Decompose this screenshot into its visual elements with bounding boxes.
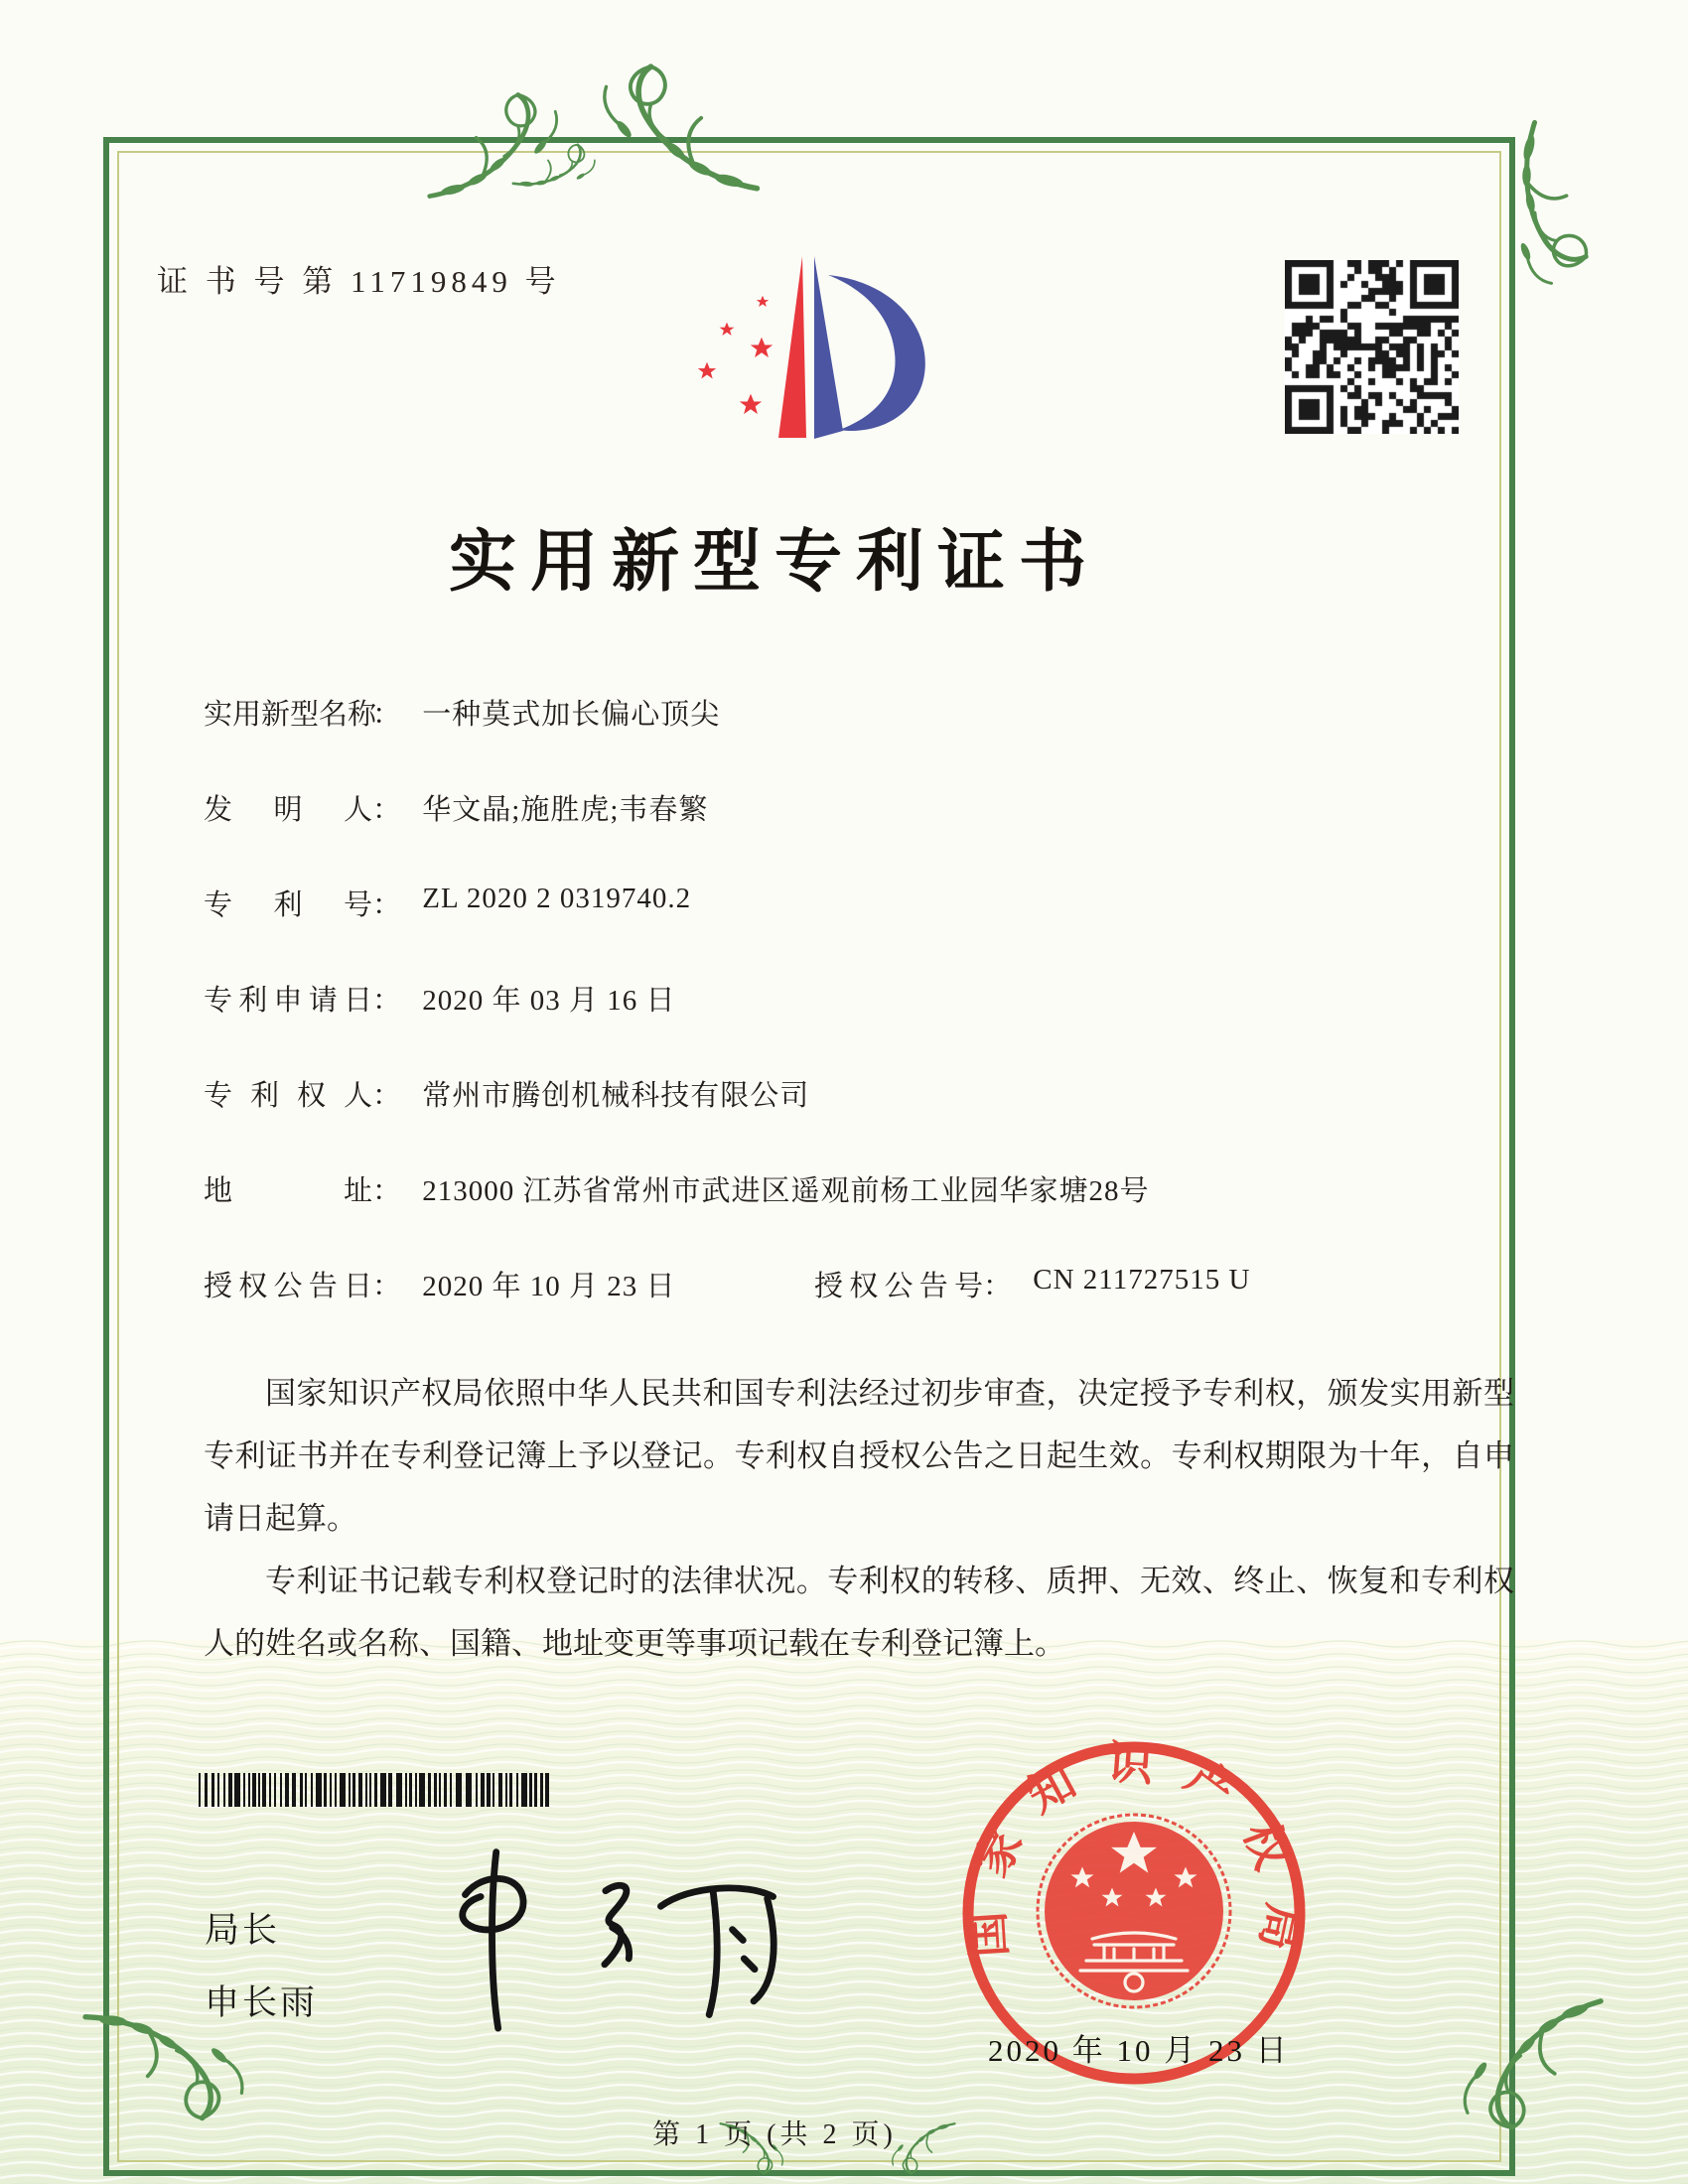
barcode-bar [280, 1773, 282, 1807]
field-value: 213000 江苏省常州市武进区遥观前杨工业园华家塘28号 [422, 1175, 1150, 1207]
barcode-bar [349, 1773, 351, 1807]
barcode-bar [316, 1773, 322, 1807]
barcode-bar [415, 1773, 417, 1807]
top-center-flourish-icon [584, 58, 763, 199]
field-label: 地址 [204, 1175, 372, 1207]
barcode-bar [409, 1773, 412, 1807]
barcode-bar [352, 1773, 355, 1807]
colon: ： [372, 699, 402, 731]
barcode-bar [205, 1773, 208, 1807]
certificate-fields [204, 692, 1251, 1359]
barcode-bar [211, 1773, 214, 1807]
barcode-bar [545, 1773, 549, 1807]
barcode-bar [516, 1773, 518, 1807]
barcode-bar [311, 1773, 313, 1807]
barcode-bar [374, 1773, 377, 1807]
barcode-bar [456, 1773, 462, 1807]
barcode-bar [340, 1773, 346, 1807]
field-label: 发明人 [204, 794, 372, 826]
barcode-bar [534, 1773, 537, 1807]
barcode-bar [258, 1773, 260, 1807]
barcode-bar [498, 1773, 502, 1807]
barcode-bar [419, 1773, 425, 1807]
barcode-bar [228, 1773, 232, 1807]
field-label: 专利号 [204, 889, 372, 921]
field-value: 华文晶;施胜虎;韦春繁 [422, 794, 709, 826]
barcode-bar [505, 1773, 507, 1807]
field-label: 授权公告日 [204, 1271, 372, 1302]
field-inventors [204, 787, 1150, 827]
barcode-bar [388, 1773, 392, 1807]
grant-date-value: 2020 年 10 月 23 日 [422, 1271, 676, 1302]
barcode-bar [476, 1773, 478, 1807]
barcode-bar [243, 1773, 245, 1807]
barcode-bar [466, 1773, 472, 1807]
barcode-bar [217, 1773, 219, 1807]
barcode-bar [428, 1773, 431, 1807]
field-address [204, 1168, 1150, 1208]
barcode-bar [285, 1773, 289, 1807]
barcode-bar [324, 1773, 327, 1807]
field-value: ZL 2020 2 0319740.2 [422, 883, 692, 914]
barcode-bar [529, 1773, 532, 1807]
barcode-bar [405, 1773, 407, 1807]
barcode-bar [444, 1773, 447, 1807]
barcode-bar [540, 1773, 543, 1807]
seal-ring-text: 国家知识产权局 [960, 1736, 1311, 1983]
barcode-bar [223, 1773, 225, 1807]
commissioner-title: 局长 [205, 1911, 281, 1950]
certificate-title: 实用新型专利证书 [448, 524, 1100, 600]
qr-code [1285, 260, 1459, 434]
colon: ： [372, 1271, 402, 1302]
commissioner-name: 申长雨 [205, 1983, 319, 2022]
barcode-bar [521, 1773, 527, 1807]
shen-changyu-signature-icon [407, 1835, 794, 2038]
barcode-bar [509, 1773, 512, 1807]
barcode-bar [365, 1773, 367, 1807]
barcode-bar [262, 1773, 266, 1807]
barcode-bar [248, 1773, 250, 1807]
colon: ： [372, 794, 402, 826]
field-value: 常州市腾创机械科技有限公司 [422, 1080, 810, 1112]
grant-number-value: CN 211727515 U [1033, 1264, 1251, 1296]
barcode-bar [330, 1773, 332, 1807]
barcode-bar [450, 1773, 452, 1807]
barcode-bar [335, 1773, 337, 1807]
field-filing-date [204, 978, 1150, 1018]
field-label: 专利权人 [204, 1080, 372, 1112]
colon: ： [372, 985, 402, 1017]
colon: ： [372, 889, 402, 921]
barcode-bar [292, 1773, 296, 1807]
field-grant-row [204, 1264, 1251, 1303]
barcode-bar [481, 1773, 485, 1807]
field-label: 实用新型名称 [204, 699, 377, 731]
barcode-bar [234, 1773, 240, 1807]
legal-paragraph-1: 国家知识产权局依照中华人民共和国专利法经过初步审查，决定授予专利权，颁发实用新型专利证书并在专利登记簿上予以登记。专利权自授权公告之日起生效。专利权期限为十年，自申请日起算。 [204, 1376, 1514, 1536]
legal-body-text [204, 1362, 1514, 1675]
colon: ： [372, 1080, 402, 1112]
colon: ： [983, 1271, 1013, 1302]
barcode-bar [439, 1773, 441, 1807]
barcode-bar [492, 1773, 494, 1807]
field-value: 一种莫式加长偏心顶尖 [422, 699, 721, 731]
cnipa-logo-icon [643, 220, 993, 467]
barcode-bar [358, 1773, 362, 1807]
barcode-bar [274, 1773, 276, 1807]
barcode-bar [252, 1773, 256, 1807]
field-patentee [204, 1073, 1150, 1113]
barcode-bar [300, 1773, 303, 1807]
certificate-barcode [199, 1773, 552, 1807]
barcode-bar [199, 1773, 201, 1807]
page-number: 第 1 页 (共 2 页) [652, 2119, 897, 2150]
legal-paragraph-2: 专利证书记载专利权登记时的法律状况。专利权的转移、质押、无效、终止、恢复和专利权人的姓名或名称、国籍、地址变更等事项记载在专利登记簿上。 [204, 1564, 1514, 1661]
colon: ： [372, 1175, 402, 1207]
field-utility-model-name [204, 692, 1150, 732]
barcode-bar [380, 1773, 386, 1807]
barcode-bar [434, 1773, 437, 1807]
seal-date: 2020 年 10 月 23 日 [988, 2033, 1290, 2068]
barcode-bar [269, 1773, 271, 1807]
barcode-bar [369, 1773, 371, 1807]
field-label: 授权公告号 [814, 1271, 983, 1302]
field-label: 专利申请日 [204, 985, 372, 1017]
field-grant-number [814, 1264, 1250, 1304]
field-patent-number [204, 883, 1150, 922]
barcode-bar [396, 1773, 402, 1807]
barcode-bar [305, 1773, 307, 1807]
field-value: 2020 年 03 月 16 日 [422, 985, 676, 1017]
barcode-bar [487, 1773, 491, 1807]
certificate-number: 证 书 号 第 11719849 号 [157, 264, 561, 299]
